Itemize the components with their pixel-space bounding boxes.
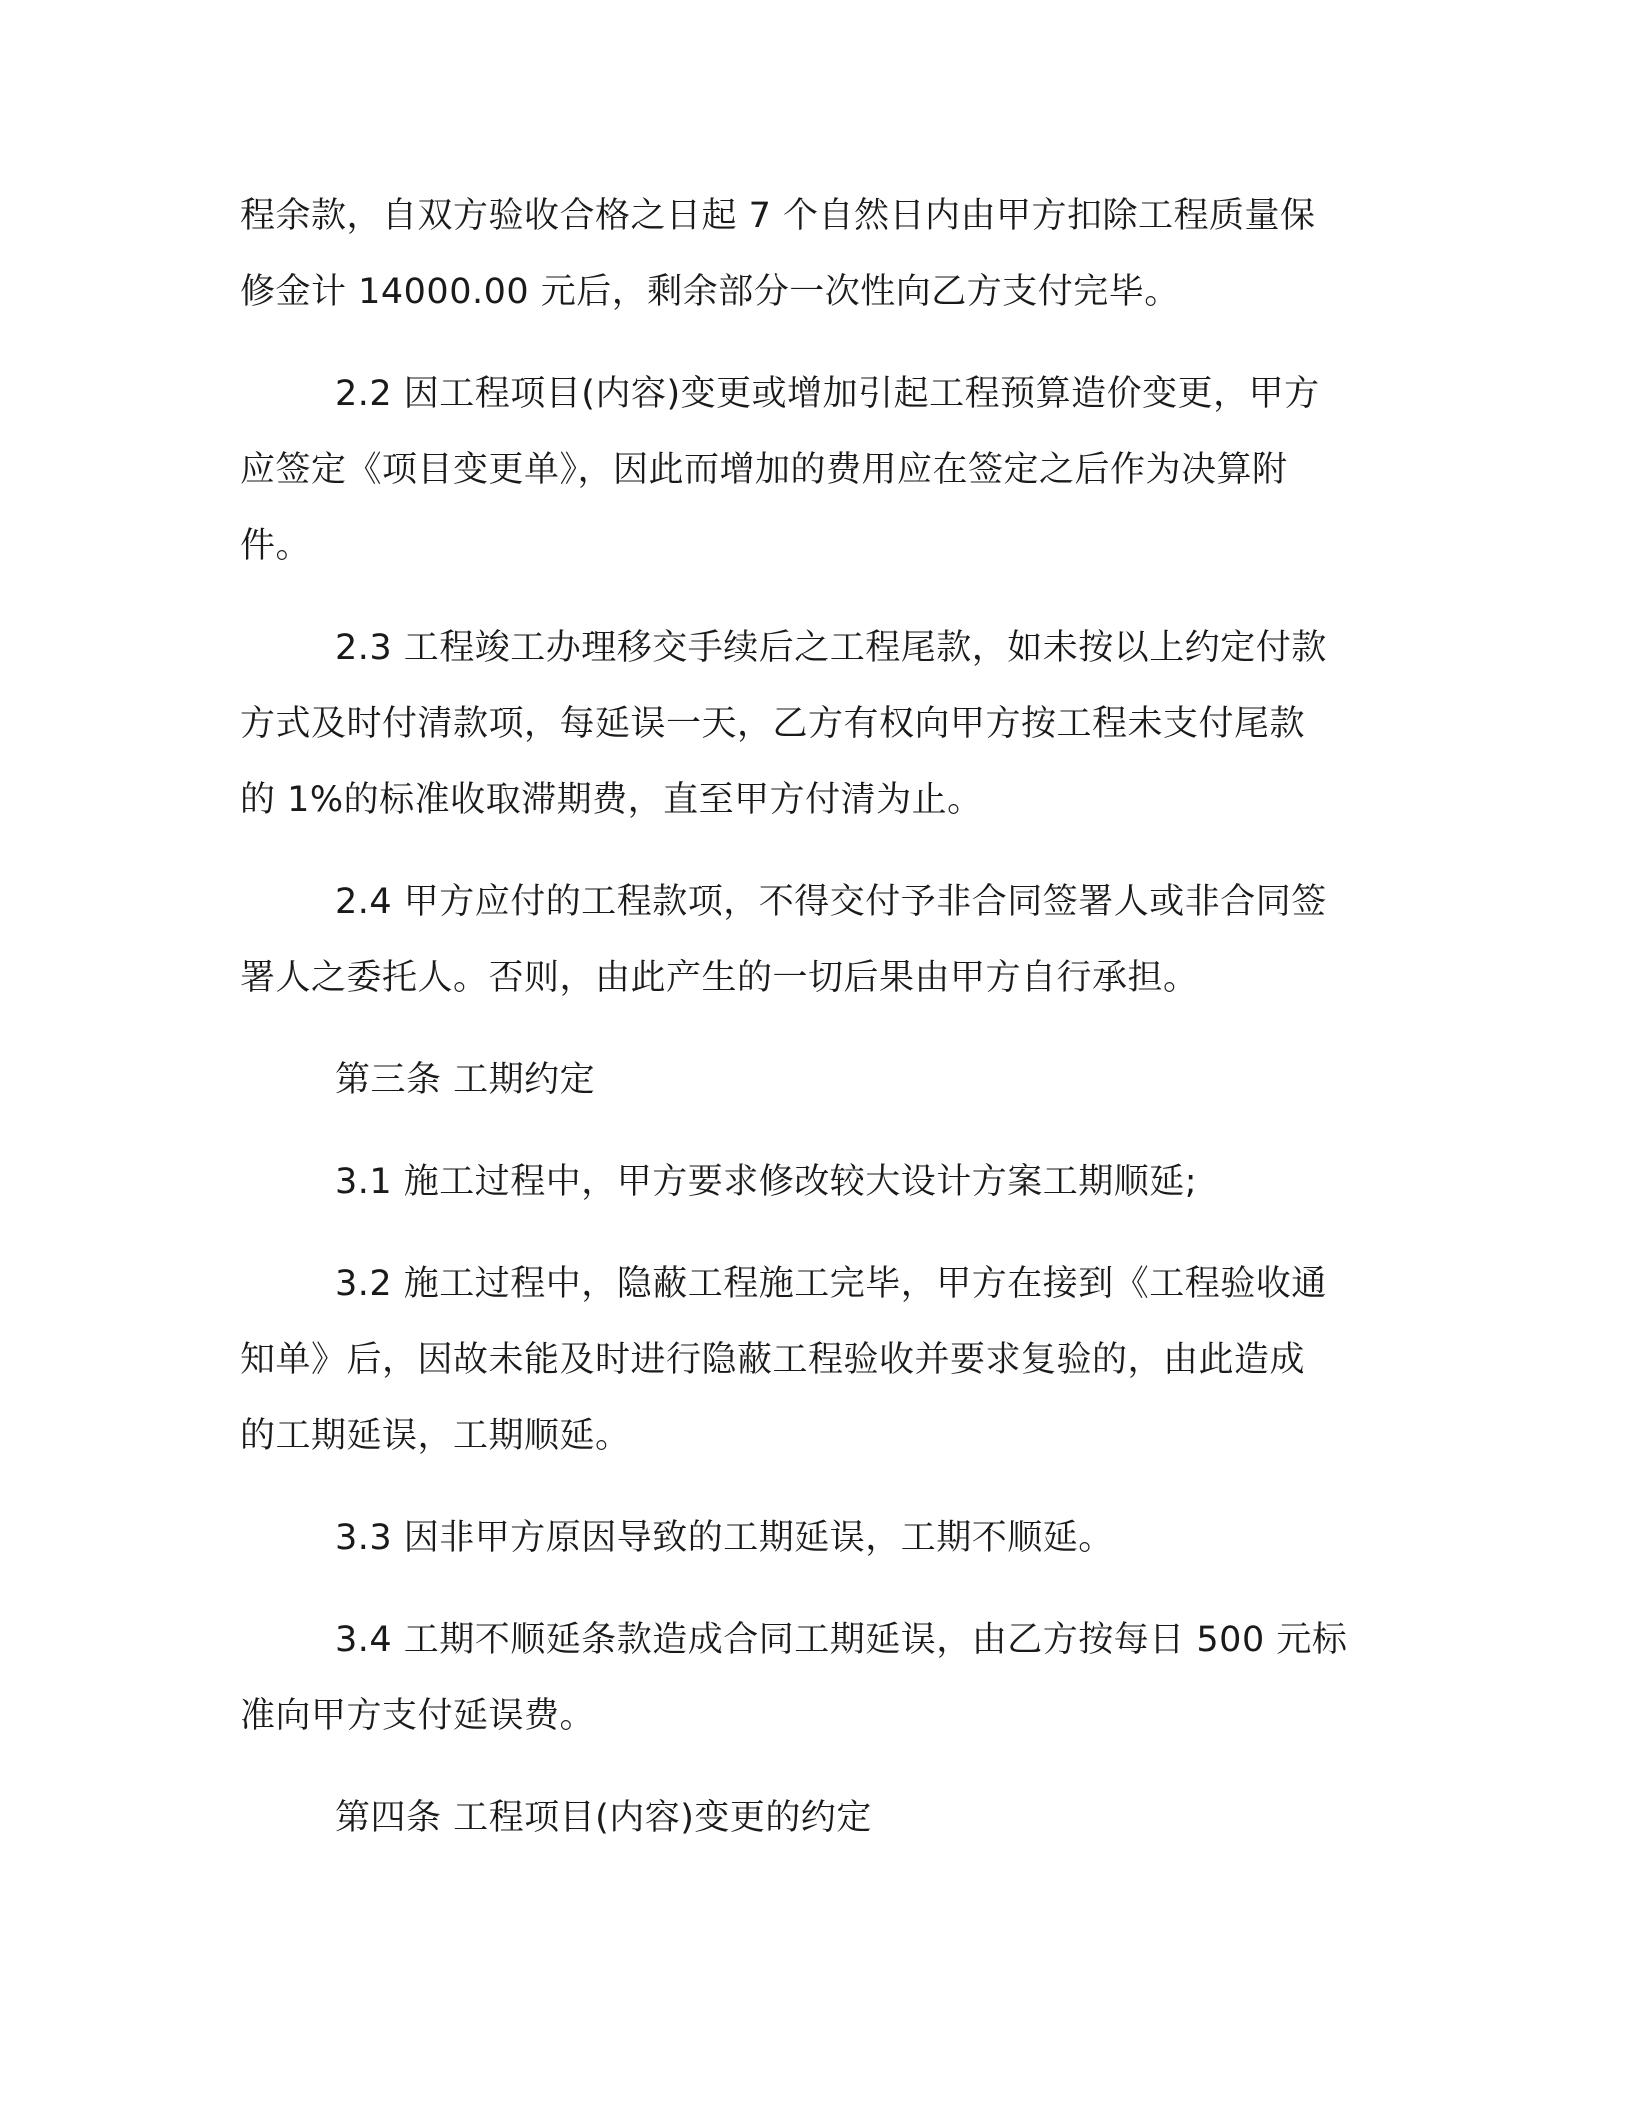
text-line: 3.3 因非甲方原因导致的工期延误，工期不顺延。 [335,1518,1114,1558]
text-line: 知单》后，因故未能及时进行隐蔽工程验收并要求复验的，由此造成 [240,1340,1306,1380]
text-line: 的 1%的标准收取滞期费，直至甲方付清为止。 [240,780,983,820]
paragraph-clause-2-2 [240,356,1380,584]
text-line: 3.4 工期不顺延条款造成合同工期延误，由乙方按每日 500 元标 [335,1620,1348,1660]
text-line: 2.3 工程竣工办理移交手续后之工程尾款，如未按以上约定付款 [335,628,1327,668]
text-line: 3.2 施工过程中，隐蔽工程施工完毕，甲方在接到《工程验收通 [335,1264,1327,1304]
paragraph-clause-3-1 [335,1144,1475,1220]
heading-article-3 [335,1042,1475,1118]
text-line: 署人之委托人。否则，由此产生的一切后果由甲方自行承担。 [240,958,1199,998]
text-line: 准向甲方支付延误费。 [240,1696,596,1736]
paragraph-clause-2-4 [240,864,1380,1016]
text-line: 方式及时付清款项，每延误一天，乙方有权向甲方按工程未支付尾款 [240,704,1306,744]
paragraph-clause-2-3 [240,610,1380,838]
text-line: 2.2 因工程项目(内容)变更或增加引起工程预算造价变更，甲方 [335,374,1320,414]
text-line: 2.4 甲方应付的工程款项，不得交付予非合同签署人或非合同签 [335,882,1327,922]
paragraph-payment-balance [240,178,1380,330]
paragraph-clause-3-2 [240,1246,1380,1474]
paragraph-clause-3-4 [240,1602,1380,1754]
text-line: 第三条 工期约定 [335,1060,596,1100]
text-line: 的工期延误，工期顺延。 [240,1416,631,1456]
text-line: 第四条 工程项目(内容)变更的约定 [335,1798,872,1838]
text-line: 3.1 施工过程中，甲方要求修改较大设计方案工期顺延; [335,1162,1198,1202]
text-line: 应签定《项目变更单》，因此而增加的费用应在签定之后作为决算附 [240,450,1288,490]
heading-article-4 [335,1780,1475,1856]
text-line: 程余款，自双方验收合格之日起 7 个自然日内由甲方扣除工程质量保 [240,196,1316,236]
paragraph-clause-3-3 [335,1500,1475,1576]
text-line: 修金计 14000.00 元后，剩余部分一次性向乙方支付完毕。 [240,272,1180,312]
text-line: 件。 [240,526,312,566]
